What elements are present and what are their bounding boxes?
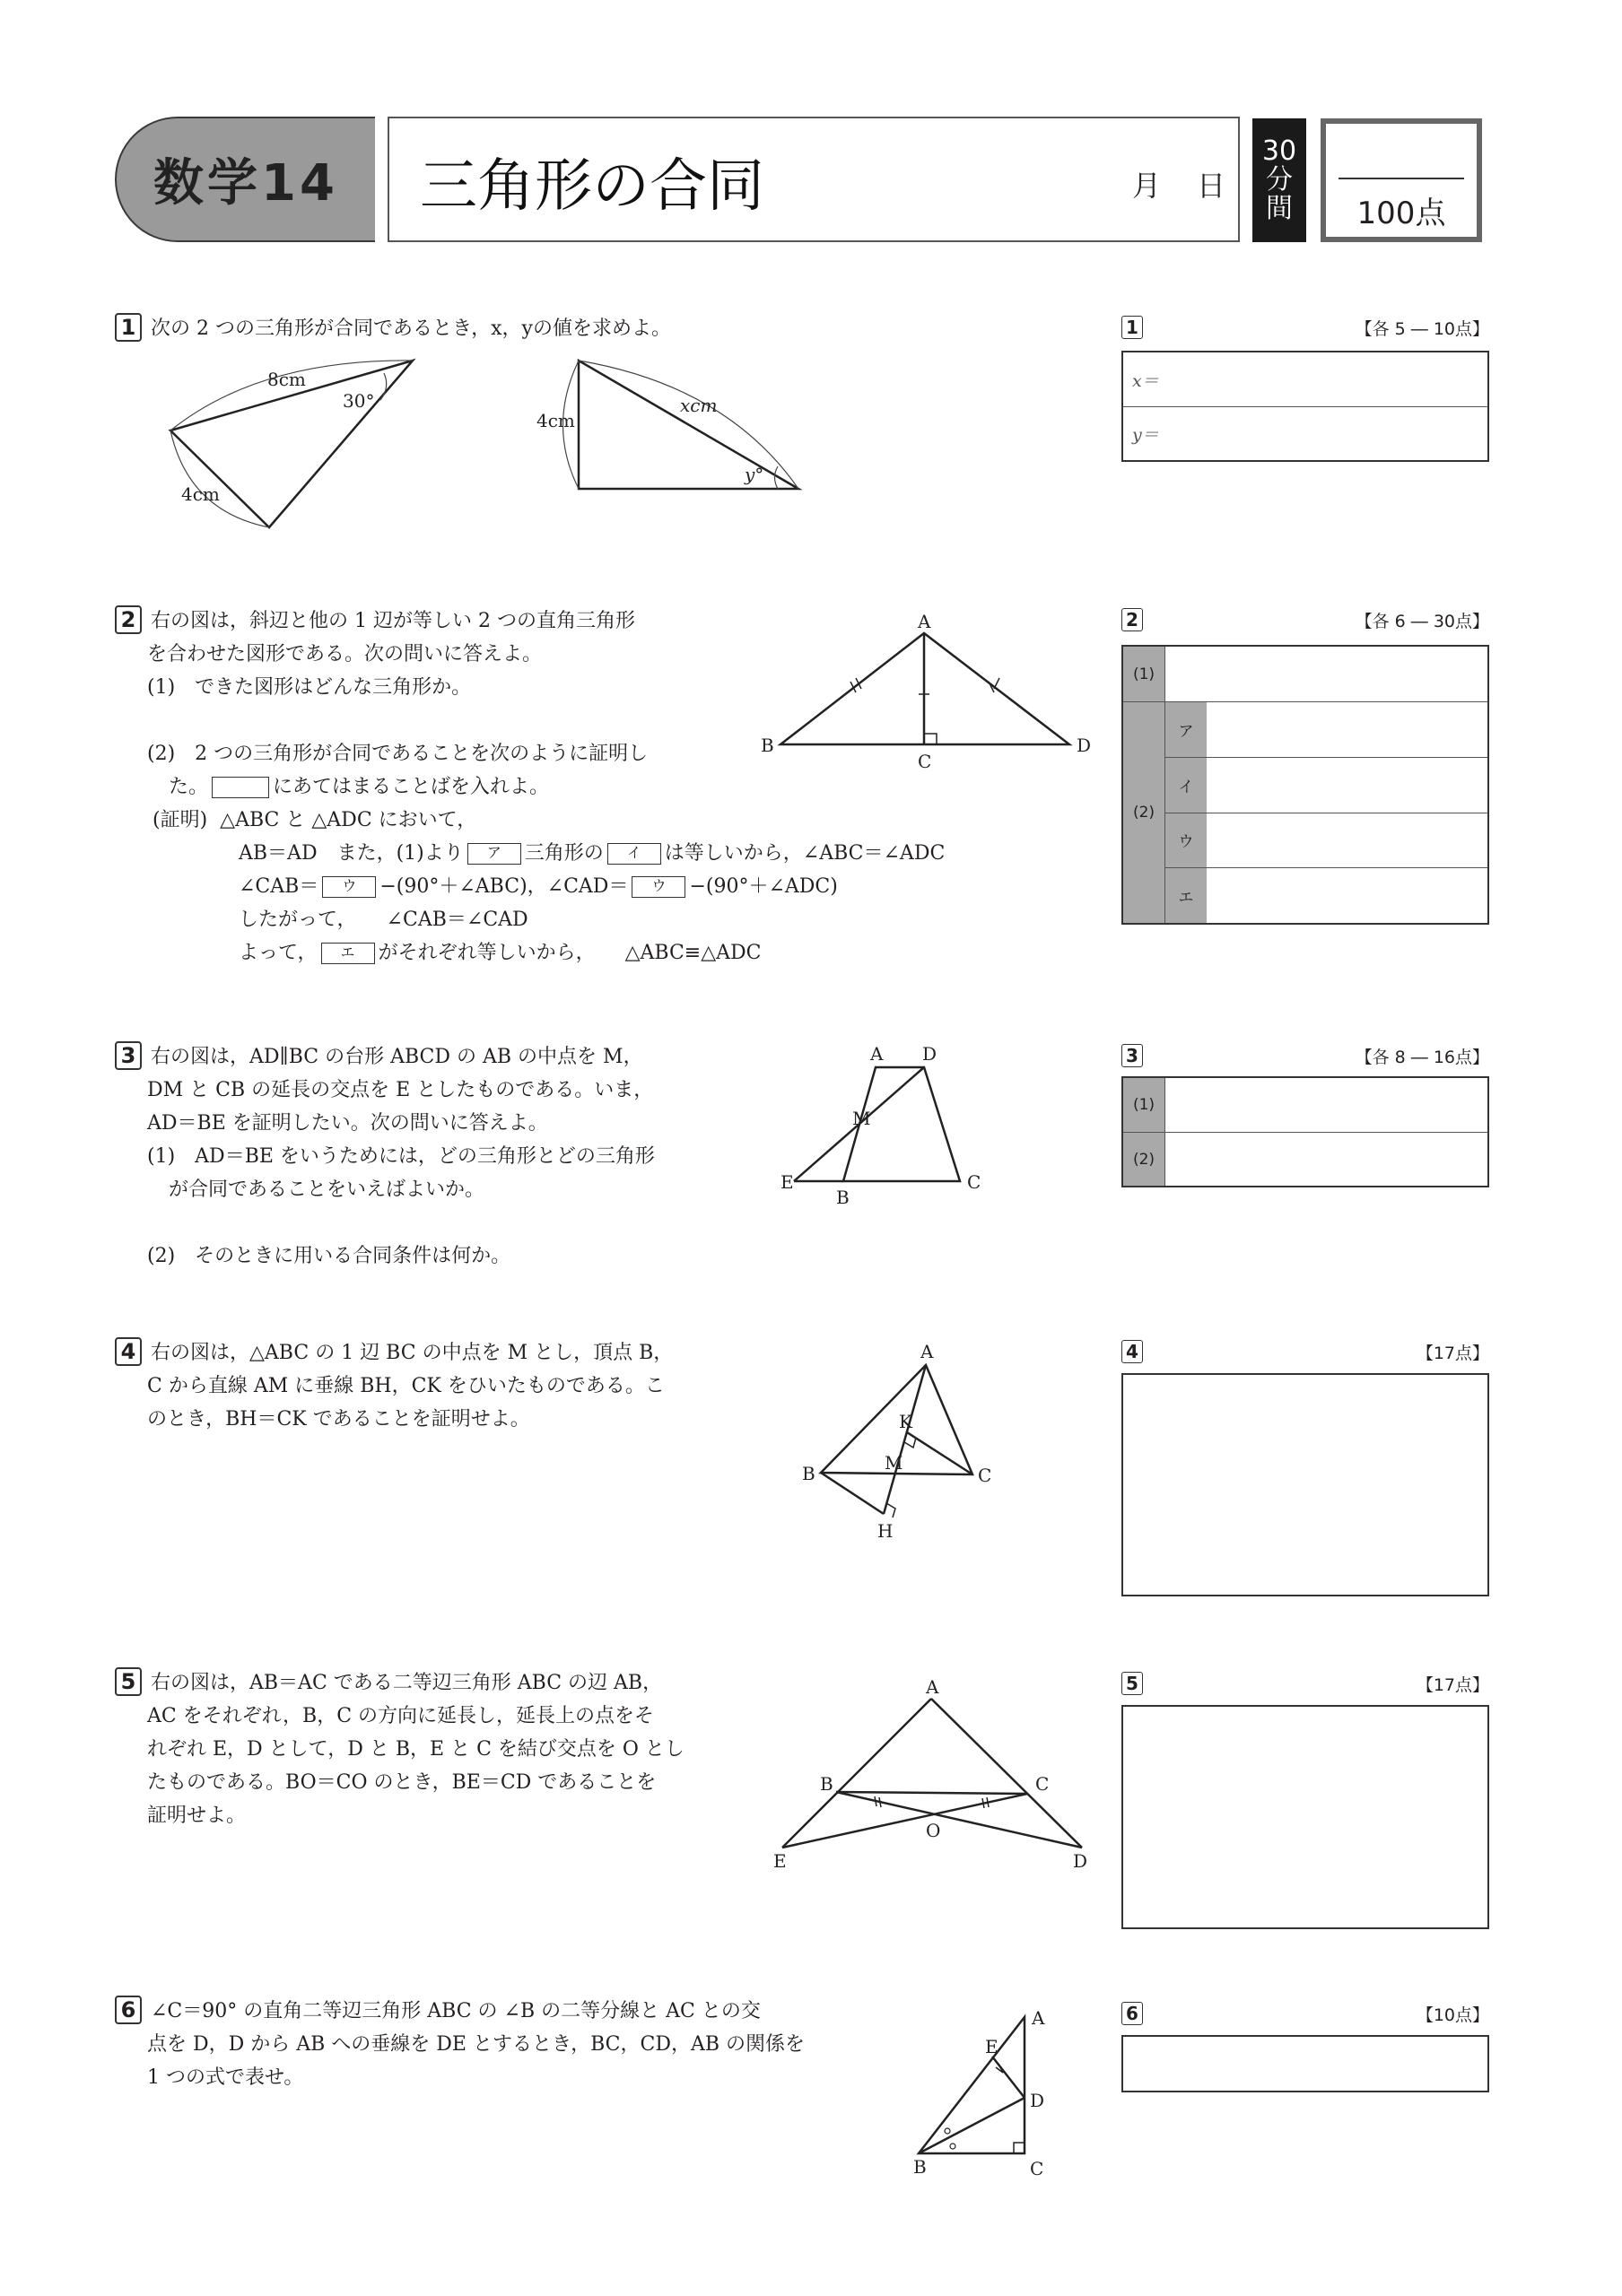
q3-figure [780,1040,1103,1211]
q6-line-3: 1 つの式で表せ。 [147,2066,304,2089]
q2-answer-number: 2 [1121,608,1143,631]
q2-blank-e: エ [321,943,375,964]
q1-answer-box [1121,351,1489,462]
q6-label-d: D [1030,2090,1045,2111]
q1-label-8cm: 8cm [267,369,306,390]
q3-label-b: B [836,1187,850,1208]
q4-figure [798,1336,1103,1552]
q5-prompt [115,1666,761,1832]
q3-answer-number: 3 [1121,1044,1143,1067]
q3-answer-row-2[interactable] [1123,1133,1487,1186]
q6-triangle-abc [919,2017,1025,2153]
q6-bisector-bd [919,2098,1025,2153]
q1-answer-number: 1 [1121,316,1143,339]
q2-answer-header [1121,608,1489,635]
q6-points: 【10点】 [1416,2005,1489,2025]
q5-line-ad [931,1699,1082,1848]
q6-prompt [115,1995,886,2094]
q2-answer-label-e: エ [1165,868,1207,923]
q2-proof-l5a: よって， [239,942,318,964]
q2-label-d: D [1077,735,1092,756]
q2-answer-row-a[interactable] [1165,702,1487,758]
q2-prompt [115,604,761,804]
q2-proof-l2a: AB＝AD また，(1)より [239,842,464,865]
q2-answer-box [1121,645,1489,925]
q2-points: 【各 6 ― 30点】 [1355,612,1489,631]
q5-answer-box[interactable] [1121,1705,1489,1929]
q1-label-30deg: 30° [343,390,375,412]
q2-blank-sample [212,777,269,798]
q3-line-2: DM と CB の延長の交点を E としたものである。いま， [147,1079,654,1101]
q2-proof-l4: したがって， ∠CAB＝∠CAD [239,909,528,931]
q2-answer-label-1: (1) [1123,647,1165,701]
q3-label-e: E [780,1171,794,1193]
q3-prompt [115,1040,761,1273]
q1-answer-y-label: y＝ [1132,425,1159,445]
q2-proof-l5b: がそれぞれ等しいから， △ABC≡△ADC [378,942,762,964]
q5-line-5: 証明せよ。 [147,1805,247,1827]
q5-points: 【17点】 [1416,1675,1489,1695]
q2-blank-u-1: ウ [322,876,376,898]
q2-proof-l3a: ∠CAB＝ [239,875,319,898]
q3-sub1-line-1: (1) AD＝BE をいうためには，どの三角形とどの三角形 [147,1145,655,1168]
q2-sub2-line-2b: にあてはまることばを入れよ。 [273,776,550,798]
q6-answer-box[interactable] [1121,2035,1489,2092]
q3-answer-label-2: (2) [1123,1133,1165,1186]
q6-label-a: A [1032,2007,1045,2029]
q6-line-2: 点を D，D から AB への垂線を DE とするとき，BC，CD，AB の関係を [147,2033,806,2056]
q2-answer-part-2 [1123,702,1487,923]
q5-answer-number: 5 [1121,1672,1143,1695]
q4-label-m: M [885,1452,903,1474]
q5-line-ae [782,1699,931,1848]
q4-label-b: B [802,1463,815,1484]
time-limit-unit-1: 分 [1266,164,1293,196]
q2-label-b: B [761,735,774,756]
q4-points: 【17点】 [1416,1344,1489,1363]
q4-label-c: C [978,1465,992,1486]
q6-answer-header [1121,2002,1489,2029]
q2-proof-l3c: −(90°＋∠ADC) [689,875,838,898]
q5-figure [772,1668,1112,1874]
q6-angle-mark-1 [945,2128,950,2134]
subject-tab [115,117,375,242]
q3-label-c: C [967,1171,981,1193]
q6-number: 6 [115,1996,142,2024]
q5-line-1: 右の図は，AB＝AC である二等辺三角形 ABC の辺 AB， [151,1672,663,1694]
q2-figure [754,601,1112,780]
time-limit-unit-2: 間 [1266,193,1293,224]
q6-label-c: C [1030,2158,1044,2179]
q4-answer-box[interactable] [1121,1373,1489,1596]
score-line [1339,178,1464,179]
q2-proof-l3b: −(90°＋∠ABC)，∠CAD＝ [379,875,629,898]
q2-blank-a: ア [467,843,521,865]
q5-line-bd [836,1792,1082,1848]
q1-figure [153,341,816,538]
q2-proof-l2b: 三角形の [524,842,604,865]
q2-proof-l1: △ABC と △ADC において， [220,809,477,831]
q4-number: 4 [115,1337,142,1366]
q2-proof [153,804,1094,970]
q2-blank-i: イ [607,843,661,865]
q5-label-b: B [820,1773,833,1795]
q3-line-3: AD＝BE を証明したい。次の問いに答えよ。 [147,1112,548,1135]
q5-label-e: E [773,1850,787,1872]
q2-answer-label-i: イ [1165,758,1207,813]
q4-answer-header [1121,1340,1489,1367]
day-label: 日 [1197,169,1226,203]
q5-label-c: C [1035,1773,1050,1795]
q4-label-h: H [877,1520,894,1542]
total-score: 100点 [1356,196,1446,231]
q2-line-1: 右の図は，斜辺と他の 1 辺が等しい 2 つの直角三角形 [151,610,635,632]
q3-points: 【各 8 ― 16点】 [1355,1048,1489,1067]
q5-line-3: れぞれ E，D として，D と B，E と C を結び交点を O とし [147,1738,685,1761]
q4-label-k: K [899,1411,912,1432]
q4-right-angle-h [886,1503,895,1518]
q1-label-right-4cm: 4cm [536,410,575,431]
q2-answer-row-e[interactable] [1165,868,1487,923]
q2-right-angle-mark [924,734,937,744]
q5-label-d: D [1073,1850,1088,1872]
q5-label-o: O [926,1820,941,1841]
q6-right-angle-c [1014,2143,1025,2153]
time-limit-badge [1252,118,1306,242]
q4-label-a: A [920,1341,934,1362]
q2-blank-u-2: ウ [632,876,685,898]
q5-number: 5 [115,1667,142,1696]
q4-line-3: のとき，BH＝CK であることを証明せよ。 [147,1408,530,1431]
q5-label-a: A [926,1676,939,1698]
q2-sub2-line-1: (2) 2 つの三角形が合同であることを次のように証明し [147,743,649,765]
q6-perpendicular-de [992,2057,1025,2098]
q5-line-ce [782,1794,1027,1848]
q1-answer-x-label: x＝ [1132,370,1159,391]
q2-sub2-line-2a: た。 [169,776,209,798]
q6-line-1: ∠C＝90° の直角二等辺三角形 ABC の ∠B の二等分線と AC との交 [151,2000,761,2022]
q2-proof-label: (証明) [153,809,208,831]
q6-answer-number: 6 [1121,2002,1143,2025]
q1-label-left-4cm: 4cm [181,483,220,505]
q3-sub2: (2) そのときに用いる合同条件は何か。 [147,1245,511,1267]
q4-line-2: C から直線 AM に垂線 BH，CK をひいたものである。こ [147,1375,665,1397]
q2-answer-label-2: (2) [1123,702,1165,923]
subject-label: 数学14 [153,154,338,213]
q5-line-bc [836,1792,1027,1794]
q2-answer-row-i[interactable] [1165,758,1487,813]
q2-proof-l2c: は等しいから，∠ABC＝∠ADC [664,842,946,865]
q1-text: 次の 2 つの三角形が合同であるとき，x，yの値を求めよ。 [151,317,671,340]
q2-number: 2 [115,605,142,634]
q3-answer-row-1[interactable] [1123,1078,1487,1133]
q2-line-2: を合わせた図形である。次の問いに答えよ。 [147,643,543,665]
q3-label-m: M [852,1108,871,1129]
q5-line-4: たものである。BO＝CO のとき，BE＝CD であることを [147,1771,657,1794]
q2-answer-label-a: ア [1165,702,1207,757]
q3-label-a: A [870,1043,884,1065]
q6-label-b: B [913,2156,927,2178]
q3-label-d: D [922,1043,937,1065]
q2-answer-label-u: ウ [1165,813,1207,868]
q6-label-e: E [985,2036,998,2057]
q3-line-1: 右の図は，AD∥BC の台形 ABCD の AB の中点を M， [151,1046,643,1068]
q2-label-a: A [918,611,931,632]
q1-answer-y[interactable] [1123,407,1487,460]
q2-answer-row-1[interactable] [1123,647,1487,702]
q1-points: 【各 5 ― 10点】 [1355,319,1489,339]
q1-answer-x[interactable] [1123,352,1487,407]
q4-prompt [115,1336,761,1436]
q1-answer-header [1121,316,1489,343]
q3-answer-header [1121,1044,1489,1071]
q6-angle-mark-2 [950,2144,955,2149]
q3-answer-label-1: (1) [1123,1078,1165,1132]
q2-label-c: C [918,751,932,772]
q4-right-angle-k [904,1438,916,1448]
q4-answer-number: 4 [1121,1340,1143,1363]
q4-perpendicular-bh [821,1473,884,1514]
month-label: 月 [1132,169,1162,203]
q3-answer-box [1121,1076,1489,1187]
q1-label-xcm: xcm [680,395,718,416]
q1-number: 1 [115,313,142,342]
time-limit-number: 30 [1261,135,1297,167]
q2-answer-row-u[interactable] [1165,813,1487,869]
page-title: 三角形の合同 [420,153,764,220]
score-box[interactable] [1321,118,1482,242]
q3-sub1-line-2: が合同であることをいえばよいか。 [169,1178,485,1201]
q3-number: 3 [115,1041,142,1070]
q4-line-1: 右の図は，△ABC の 1 辺 BC の中点を M とし，頂点 B， [151,1342,674,1364]
q5-line-2: AC をそれぞれ，B，C の方向に延長し，延長上の点をそ [147,1705,655,1727]
q5-answer-header [1121,1672,1489,1699]
q2-sub1: (1) できた図形はどんな三角形か。 [147,676,472,699]
q1-triangle-right [579,361,798,489]
q6-figure [897,1996,1112,2188]
q1-label-y: y° [745,464,764,485]
